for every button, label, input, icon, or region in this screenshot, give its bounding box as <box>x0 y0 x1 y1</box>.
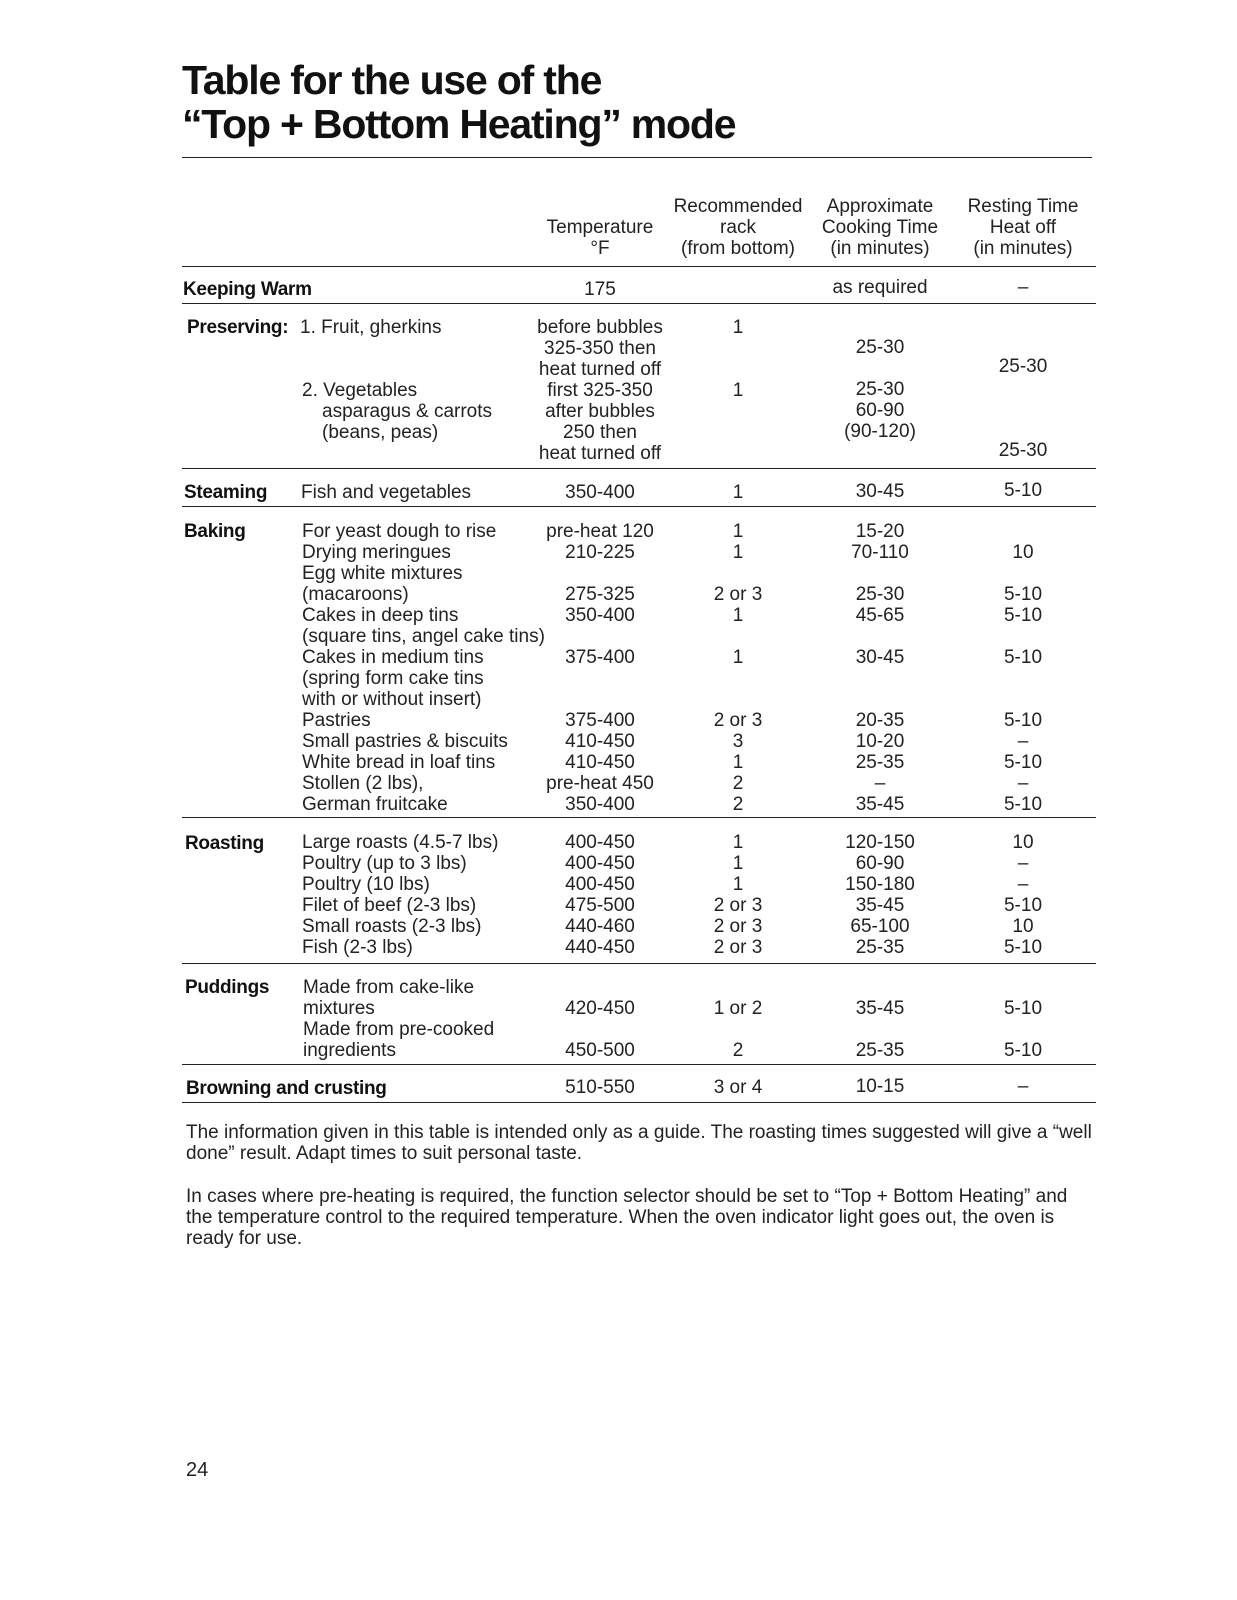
roasting-cooking-time-cell: 120-150 <box>845 832 915 853</box>
roasting-rack-cell: 2 or 3 <box>713 895 763 916</box>
roasting-item-cell: Poultry (10 lbs) <box>302 874 430 895</box>
baking-cooking-time-cell: 35-45 <box>855 794 905 815</box>
baking-resting-time-cell: 5-10 <box>1003 584 1043 605</box>
page-title <box>182 58 735 146</box>
baking-temperature-cell: pre-heat 450 <box>546 773 654 794</box>
baking-rack-cell: 1 <box>732 542 744 563</box>
baking-item-cell: Cakes in medium tins <box>302 647 484 668</box>
baking-resting-time-cell: 5-10 <box>1003 647 1043 668</box>
roasting-temperature-cell: 400-450 <box>565 853 635 874</box>
baking-temperature-cell: 410-450 <box>565 752 635 773</box>
header-temperature <box>520 217 680 259</box>
baking-resting-time-cell: 10 <box>1012 542 1034 563</box>
keeping-warm-temperature: 175 <box>584 279 616 300</box>
baking-item-cell: Stollen (2 lbs), <box>302 773 424 794</box>
roasting-temperature-cell: 400-450 <box>565 832 635 853</box>
section-label-puddings: Puddings <box>185 977 270 998</box>
roasting-resting-time-cell: 5-10 <box>1003 937 1043 958</box>
header-resting-time-line: Resting Time <box>967 196 1079 217</box>
roasting-rack-cell: 1 <box>732 832 744 853</box>
preserving-rack: 1 <box>732 380 744 401</box>
baking-rack-cell: 1 <box>732 605 744 626</box>
baking-item-cell: Pastries <box>302 710 371 731</box>
baking-item-cell: (spring form cake tins <box>302 668 484 689</box>
roasting-resting-time-cell: 10 <box>1012 832 1034 853</box>
preserving-cooking-time: 25-30 <box>855 379 905 400</box>
roasting-cooking-time-cell: 60-90 <box>855 853 905 874</box>
header-resting-time-line: Heat off <box>989 217 1057 238</box>
header-temperature-line: Temperature <box>546 217 654 238</box>
preserving-temperature: after bubbles <box>545 401 655 422</box>
puddings-item-cell: Made from pre-cooked <box>303 1019 495 1040</box>
baking-rack-cell: 1 <box>732 521 744 542</box>
preserving-resting-time: 25-30 <box>998 440 1048 461</box>
puddings-item-cell: mixtures <box>303 998 375 1019</box>
roasting-item-cell: Small roasts (2-3 lbs) <box>302 916 482 937</box>
roasting-temperature-cell: 475-500 <box>565 895 635 916</box>
baking-cooking-time-cell: 70-110 <box>851 542 909 563</box>
preserving-temperature: heat turned off <box>538 443 662 464</box>
header-cooking-time <box>808 196 952 259</box>
header-rack-line: Recommended <box>673 196 803 217</box>
rule-bottom <box>182 1102 1096 1103</box>
browning-rack: 3 or 4 <box>713 1077 763 1098</box>
header-resting-time-line: (in minutes) <box>973 238 1073 259</box>
section-label-keeping-warm: Keeping Warm <box>183 279 312 300</box>
browning-cooking-time: 10-15 <box>855 1076 905 1097</box>
steaming-temperature: 350-400 <box>565 482 635 503</box>
roasting-item-cell: Fish (2-3 lbs) <box>302 937 413 958</box>
puddings-cooking-time-cell: 25-35 <box>855 1040 905 1061</box>
header-rack-line: rack <box>720 217 756 238</box>
baking-cooking-time-cell: 25-35 <box>855 752 905 773</box>
roasting-rack-cell: 1 <box>732 874 744 895</box>
header-resting-time <box>956 196 1090 259</box>
roasting-resting-time-cell: 5-10 <box>1003 895 1043 916</box>
steaming-cooking-time: 30-45 <box>855 481 905 502</box>
baking-item-cell: (macaroons) <box>302 584 409 605</box>
preserving-temperature: 325-350 then <box>544 338 656 359</box>
preserving-item-vegetables-detail: asparagus & carrots <box>322 401 493 422</box>
roasting-cooking-time-cell: 150-180 <box>845 874 915 895</box>
baking-resting-time-cell: 5-10 <box>1003 605 1043 626</box>
steaming-resting-time: 5-10 <box>1003 480 1043 501</box>
preserving-resting-time: 25-30 <box>998 356 1048 377</box>
baking-item-cell: with or without insert) <box>302 689 482 710</box>
steaming-item: Fish and vegetables <box>301 482 472 503</box>
preserving-item-fruit: 1. Fruit, gherkins <box>300 317 442 338</box>
baking-item-cell: (square tins, angel cake tins) <box>302 626 545 647</box>
baking-temperature-cell: 210-225 <box>565 542 635 563</box>
rule-roasting <box>182 963 1096 964</box>
baking-item-cell: German fruitcake <box>302 794 448 815</box>
steaming-rack: 1 <box>732 482 744 503</box>
baking-item-cell: Drying meringues <box>302 542 451 563</box>
preserving-temperature: 250 then <box>563 422 637 443</box>
roasting-rack-cell: 2 or 3 <box>713 937 763 958</box>
baking-item-cell: Small pastries & biscuits <box>302 731 508 752</box>
baking-temperature-cell: 275-325 <box>565 584 635 605</box>
rule-header <box>182 266 1096 267</box>
preserving-item-vegetables-detail: (beans, peas) <box>322 422 439 443</box>
baking-temperature-cell: 375-400 <box>565 710 635 731</box>
note-preheating: In cases where pre-heating is required, the function selector should be set to “Top + Bottom Heating” and the temperature control to the required temperature. When the oven indicator light goes out, the oven is ready for use. <box>186 1186 1068 1249</box>
roasting-resting-time-cell: – <box>1017 853 1029 874</box>
title-line-1: Table for the use of the <box>182 57 602 103</box>
baking-temperature-cell: 350-400 <box>565 605 635 626</box>
title-line-2: “Top + Bottom Heating” mode <box>182 101 736 147</box>
header-cooking-time-line: Approximate <box>826 196 934 217</box>
baking-resting-time-cell: – <box>1017 773 1029 794</box>
puddings-rack-cell: 2 <box>732 1040 744 1061</box>
puddings-resting-time-cell: 5-10 <box>1003 1040 1043 1061</box>
rule-baking <box>182 817 1096 818</box>
baking-cooking-time-cell: 45-65 <box>855 605 905 626</box>
browning-resting-time: – <box>1017 1076 1029 1097</box>
baking-resting-time-cell: 5-10 <box>1003 710 1043 731</box>
roasting-cooking-time-cell: 35-45 <box>855 895 905 916</box>
roasting-rack-cell: 2 or 3 <box>713 916 763 937</box>
preserving-cooking-time: (90-120) <box>844 421 916 442</box>
roasting-item-cell: Filet of beef (2-3 lbs) <box>302 895 477 916</box>
roasting-item-cell: Poultry (up to 3 lbs) <box>302 853 467 874</box>
roasting-resting-time-cell: – <box>1017 874 1029 895</box>
preserving-temperature: first 325-350 <box>547 380 653 401</box>
title-rule <box>182 157 1092 158</box>
rule-preserving <box>182 468 1096 469</box>
roasting-temperature-cell: 440-460 <box>565 916 635 937</box>
header-rack-line: (from bottom) <box>680 238 796 259</box>
roasting-cooking-time-cell: 25-35 <box>855 937 905 958</box>
baking-rack-cell: 2 <box>732 773 744 794</box>
header-temperature-unit: °F <box>590 238 610 259</box>
baking-temperature-cell: 375-400 <box>565 647 635 668</box>
baking-rack-cell: 2 <box>732 794 744 815</box>
preserving-cooking-time: 60-90 <box>855 400 905 421</box>
rule-puddings <box>182 1064 1096 1065</box>
puddings-item-cell: ingredients <box>303 1040 396 1061</box>
rule-keeping-warm <box>182 303 1096 304</box>
section-label-steaming: Steaming <box>184 482 268 503</box>
preserving-temperature: before bubbles <box>537 317 663 338</box>
baking-rack-cell: 2 or 3 <box>713 710 763 731</box>
baking-cooking-time-cell: – <box>874 773 886 794</box>
page-number: 24 <box>186 1459 209 1481</box>
baking-rack-cell: 2 or 3 <box>713 584 763 605</box>
baking-item-cell: Cakes in deep tins <box>302 605 459 626</box>
puddings-rack-cell: 1 or 2 <box>713 998 763 1019</box>
baking-cooking-time-cell: 25-30 <box>855 584 905 605</box>
section-label-browning: Browning and crusting <box>186 1078 387 1099</box>
preserving-temperature: heat turned off <box>538 359 662 380</box>
roasting-rack-cell: 1 <box>732 853 744 874</box>
baking-temperature-cell: pre-heat 120 <box>546 521 654 542</box>
baking-cooking-time-cell: 10-20 <box>855 731 905 752</box>
header-cooking-time-line: (in minutes) <box>830 238 930 259</box>
section-label-roasting: Roasting <box>185 833 264 854</box>
roasting-temperature-cell: 440-450 <box>565 937 635 958</box>
section-label-baking: Baking <box>184 521 246 542</box>
baking-rack-cell: 1 <box>732 647 744 668</box>
baking-temperature-cell: 350-400 <box>565 794 635 815</box>
header-rack <box>660 196 816 259</box>
roasting-cooking-time-cell: 65-100 <box>850 916 910 937</box>
baking-rack-cell: 3 <box>732 731 744 752</box>
baking-resting-time-cell: 5-10 <box>1003 794 1043 815</box>
keeping-warm-resting-time: – <box>1017 277 1029 298</box>
puddings-item-cell: Made from cake-like <box>303 977 475 998</box>
baking-temperature-cell: 410-450 <box>565 731 635 752</box>
browning-temperature: 510-550 <box>565 1077 635 1098</box>
baking-cooking-time-cell: 15-20 <box>855 521 905 542</box>
preserving-item-vegetables: 2. Vegetables <box>302 380 418 401</box>
roasting-item-cell: Large roasts (4.5-7 lbs) <box>302 832 499 853</box>
baking-resting-time-cell: 5-10 <box>1003 752 1043 773</box>
baking-item-cell: White bread in loaf tins <box>302 752 496 773</box>
puddings-temperature-cell: 420-450 <box>565 998 635 1019</box>
baking-cooking-time-cell: 20-35 <box>855 710 905 731</box>
preserving-cooking-time: 25-30 <box>855 337 905 358</box>
section-label-preserving: Preserving: <box>187 317 289 338</box>
puddings-temperature-cell: 450-500 <box>565 1040 635 1061</box>
roasting-resting-time-cell: 10 <box>1012 916 1034 937</box>
baking-item-cell: Egg white mixtures <box>302 563 463 584</box>
puddings-resting-time-cell: 5-10 <box>1003 998 1043 1019</box>
header-cooking-time-line: Cooking Time <box>821 217 939 238</box>
keeping-warm-cooking-time: as required <box>832 277 928 298</box>
roasting-temperature-cell: 400-450 <box>565 874 635 895</box>
baking-rack-cell: 1 <box>732 752 744 773</box>
note-guide: The information given in this table is intended only as a guide. The roasting times suggested will give a “well done” result. Adapt times to suit personal taste. <box>186 1122 1092 1164</box>
preserving-rack: 1 <box>732 317 744 338</box>
puddings-cooking-time-cell: 35-45 <box>855 998 905 1019</box>
baking-resting-time-cell: – <box>1017 731 1029 752</box>
rule-steaming <box>182 506 1096 507</box>
baking-cooking-time-cell: 30-45 <box>855 647 905 668</box>
baking-item-cell: For yeast dough to rise <box>302 521 497 542</box>
